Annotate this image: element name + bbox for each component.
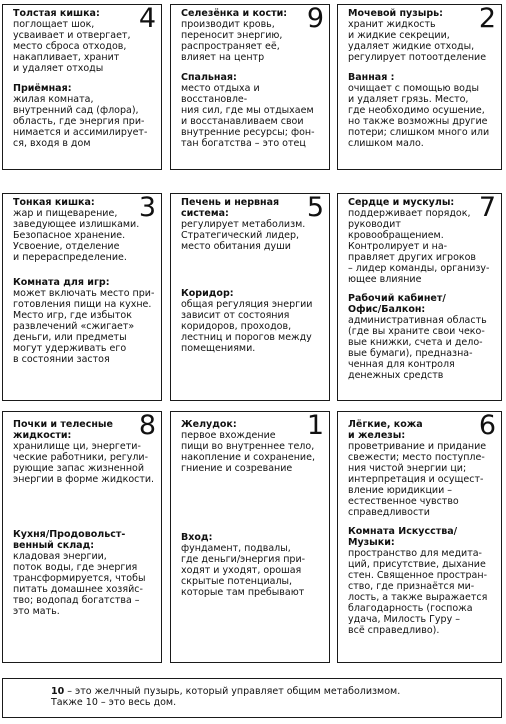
card-liver-nervous-system — [170, 193, 330, 401]
room-title: Кухня/Продовольст- венный склад: — [13, 529, 126, 551]
card-lungs-skin-glands — [337, 411, 502, 663]
card-bladder — [337, 4, 502, 170]
card-number: 9 — [306, 4, 324, 34]
card-small-intestine — [2, 193, 162, 401]
footer-line-1 — [51, 686, 491, 697]
card-body: хранит жидкость и жидкие секреции, удаляет жидкие отходы, регулирует потоотделение — [348, 19, 487, 63]
room-body: кладовая энергии, поток воды, где энергия трансформируется, чтобы питать домашнее хозяйс- тво; водопад богатства – это мать. — [13, 551, 146, 617]
footer-line-2: Также 10 – это весь дом. — [51, 697, 177, 708]
card-number: 2 — [478, 4, 496, 34]
footer-note — [2, 678, 502, 718]
card-number: 4 — [138, 4, 156, 34]
card-title: Желудок: — [181, 419, 237, 430]
room-title: Ванная : — [348, 72, 395, 83]
card-number: 7 — [478, 193, 496, 223]
card-number: 3 — [138, 193, 156, 223]
card-title: Тонкая кишка: — [13, 197, 95, 208]
room-body: пространство для медита- ций, присутствие, дыхание стен. Священное простран- ство, где признаётся ми- лость, а также выражается благодарность (госпожа удача, Милость Гуру – всё справедливо). — [348, 548, 488, 636]
card-number: 8 — [138, 411, 156, 441]
card-number: 5 — [306, 193, 324, 223]
card-title: Селезёнка и кости: — [181, 8, 288, 19]
card-title: Сердце и мускулы: — [348, 197, 455, 208]
card-body: хранилище ци, энергети- ческие работники, регули- рующие запас жизненной энергии в форме жидкости. — [13, 441, 155, 485]
room-body: административная область (где вы храните свои чеко- вые книжки, счета и дело- вые бумаги), предназна- ченная для контроля денежных средств — [348, 315, 487, 381]
card-number: 6 — [478, 411, 496, 441]
room-title: Комната для игр: — [13, 277, 110, 288]
footer-number: 10 — [51, 686, 65, 697]
card-heart-muscles — [337, 193, 502, 401]
card-body: производит кровь, переносит энергию, распространяет её, влияет на центр — [181, 19, 283, 63]
card-title: Толстая кишка: — [13, 8, 100, 19]
room-body: фундамент, подвалы, где деньги/энергия при- ходят и уходят, орошая скрытые потенциалы, которые там пребывают — [181, 543, 306, 598]
card-body: проветривание и придание свежести; место поступле- ния чистой энергии ци; интерпретация и осущест- вление юридикции – естественное чувство справедливости — [348, 441, 487, 518]
card-body: регулирует метаболизм. Стратегический лидер, место обитания души — [181, 219, 306, 252]
card-spleen-bones — [170, 4, 330, 170]
card-body: поддерживает порядок, руководит кровообращением. Контролирует и на- правляет других игроков – лидер команды, организу- ющее влияние — [348, 208, 490, 285]
room-body: может включать место при- готовления пищи на кухне. Место игр, где избыток развлечений «сжигает» деньги, или предметы могут удерживать его в состоянии застоя — [13, 288, 155, 365]
room-title: Коридор: — [181, 288, 234, 299]
room-body: место отдыха и восстановле- ния сил, где мы отдыхаем и восстанавливаем свои внутренние ресурсы; фон- тан богатства – это отец — [181, 83, 315, 149]
card-title: Лёгкие, кожа и железы: — [348, 419, 423, 441]
card-title: Печень и нервная система: — [181, 197, 280, 219]
room-body: очищает с помощью воды и удаляет грязь. Место, где необходимо осушение, но также возможны другие потери; слишком много или слишком мало. — [348, 83, 490, 149]
room-title: Вход: — [181, 532, 213, 543]
room-body: общая регуляция энергии зависит от состояния коридоров, проходов, лестниц и порогов между помещениями. — [181, 299, 313, 354]
card-large-intestine — [2, 4, 162, 170]
room-title: Комната Искусства/ Музыки: — [348, 526, 458, 548]
card-body: жар и пищеварение, заведующее излишками. Безопасное хранение. Усвоение, отделение и перераспределение. — [13, 208, 140, 263]
room-body: жилая комната, внутренний сад (флора), область, где энергия при- нимается и ассимилирует- ся, входя в дом — [13, 94, 148, 149]
card-number: 1 — [306, 411, 324, 441]
room-title: Рабочий кабинет/ Офис/Балкон: — [348, 293, 446, 315]
footer-line-1-text: – это желчный пузырь, который управляет общим метаболизмом. — [64, 686, 401, 697]
card-kidneys-fluids — [2, 411, 162, 663]
card-body: первое вхождение пищи во внутреннее тело, накопление и сохранение, гниение и созревание — [181, 430, 315, 474]
room-title: Спальная: — [181, 72, 237, 83]
room-title: Приёмная: — [13, 83, 72, 94]
card-stomach — [170, 411, 330, 663]
card-body: поглощает шок, усваивает и отвергает, место сброса отходов, накапливает, хранит и удаляет отходы — [13, 19, 131, 74]
card-title: Почки и телесные жидкости: — [13, 419, 113, 441]
card-title: Мочевой пузырь: — [348, 8, 443, 19]
